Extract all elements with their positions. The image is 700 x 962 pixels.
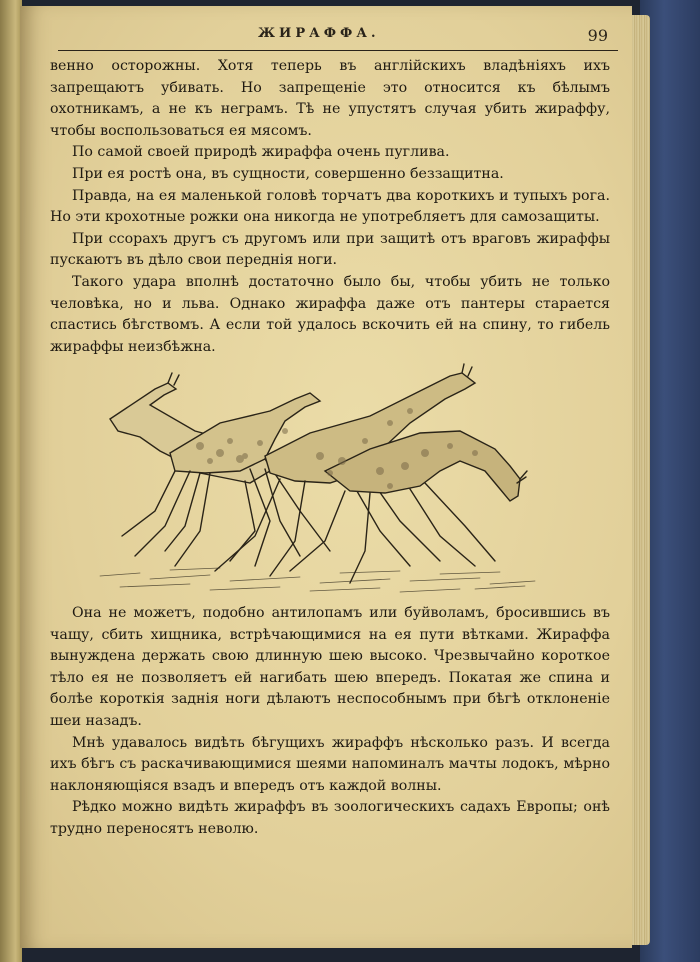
paragraph: При ея ростѣ она, въ сущности, совершенно беззащитна. [72, 165, 504, 182]
paragraph: При ссорахъ другъ съ другомъ или при защитѣ отъ враговъ жираффы пускаютъ въ дѣло свои переднія ноги. [50, 230, 610, 269]
running-title: ЖИРАФФА. [258, 26, 380, 41]
paragraph: Мнѣ удавалось видѣть бѣгущихъ жираффъ нѣсколько разъ. И всегда ихъ бѣгъ съ раскачивающимися шеями напоминалъ мачты лодокъ, мѣрно наклоняющіяся взадъ и впередъ отъ каждой волны. [50, 734, 610, 794]
paragraph: Такого удара вполнѣ достаточно было бы, чтобы убить не только человѣка, но и льва. Однако жираффа даже отъ пантеры старается спастись бѣгствомъ. А если той удалось вскочить ей на спину, то гибель жираффы неизбѣжна. [50, 273, 610, 355]
page-header [58, 20, 618, 51]
facing-page-edge [0, 0, 22, 962]
paragraph: Рѣдко можно видѣть жираффъ въ зоологическихъ садахъ Европы; онѣ трудно переносятъ неволю. [50, 799, 610, 837]
text-block-bottom [50, 603, 610, 841]
text-block-top [50, 56, 610, 358]
paragraph: венно осторожны. Хотя теперь въ англійскихъ владѣніяхъ ихъ запрещаютъ убивать. Но запрещеніе это относится къ бѣлымъ охотникамъ, а не къ неграмъ. Тѣ не упустятъ случая убить жираффу, чтобы воспользоваться ея мясомъ. [50, 58, 610, 139]
book-page [20, 6, 632, 948]
paragraph: Она не можетъ, подобно антилопамъ или буйволамъ, бросившись въ чащу, сбить хищника, встрѣчающимися на ея пути вѣтками. Жираффа вынуждена держать свою длинную шею высоко. Чрезвычайно короткое тѣло ея не позволяетъ ей нагибать шею впередъ. Покатая же спина и болѣе короткія заднія ноги дѣлаютъ неспособнымъ при бѣгѣ отклоненіе шеи назадъ. [50, 605, 610, 729]
page-number: 99 [587, 26, 608, 45]
paragraph: Правда, на ея маленькой головѣ торчатъ два короткихъ и тупыхъ рога. Но эти крохотные рожки она никогда не употребляетъ для самозащиты. [50, 187, 610, 226]
paragraph: По самой своей природѣ жираффа очень пуглива. [72, 144, 450, 161]
ground-hatching [100, 568, 535, 592]
giraffes-illustration [80, 361, 550, 596]
